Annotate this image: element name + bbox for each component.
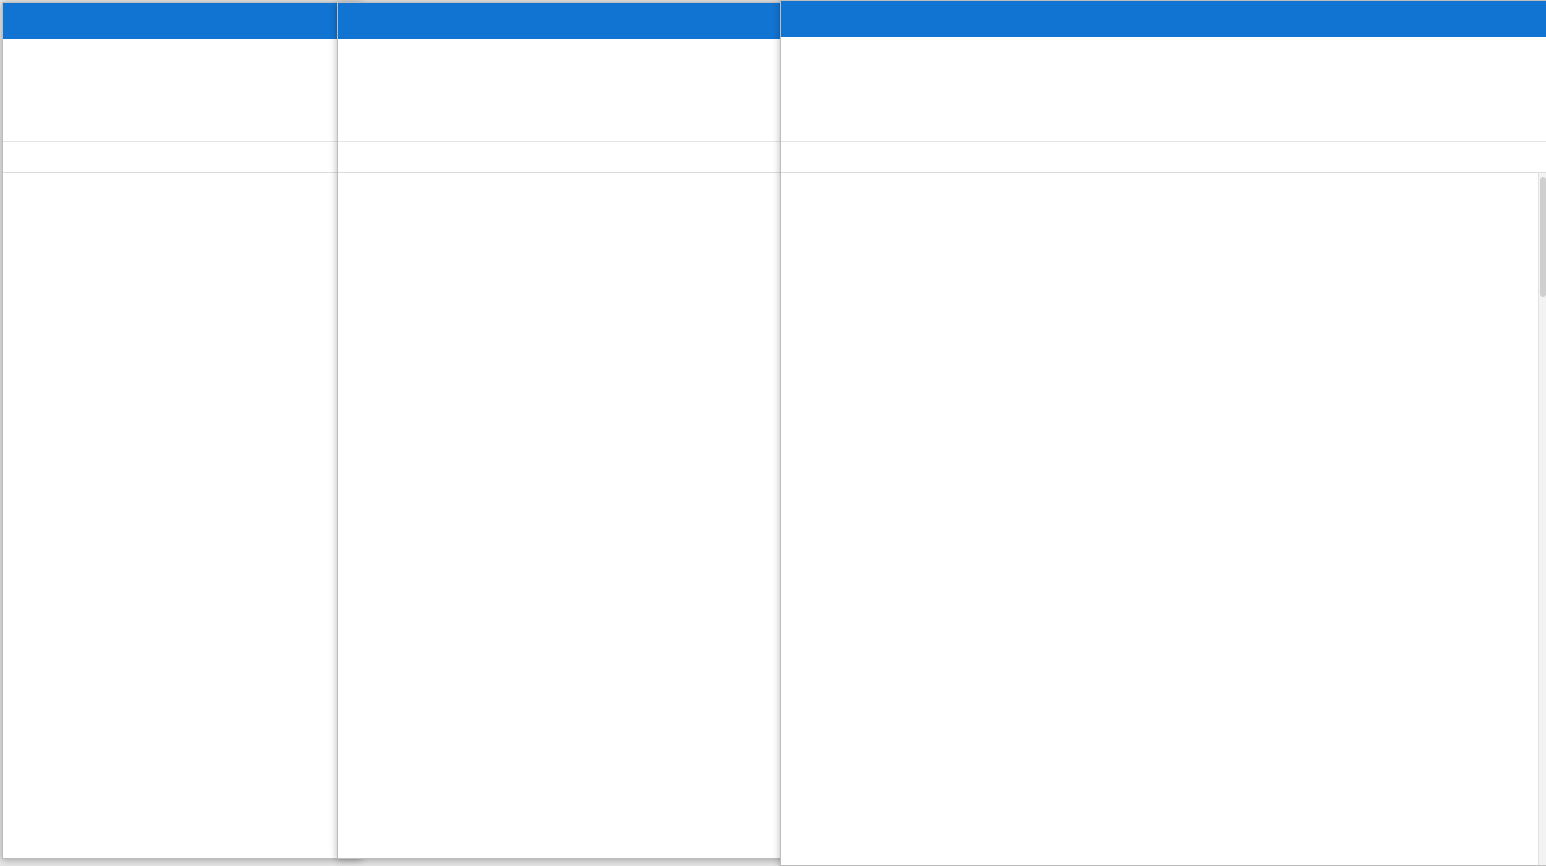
formula-bar — [3, 142, 361, 173]
window-titlebar[interactable] — [781, 1, 1546, 37]
window-cash-flow — [780, 0, 1546, 866]
ribbon — [3, 39, 361, 142]
ribbon — [781, 37, 1546, 142]
window-titlebar[interactable] — [3, 3, 361, 39]
formula-bar — [338, 142, 790, 173]
scrollbar-thumb[interactable] — [1540, 177, 1546, 297]
ribbon — [338, 39, 790, 142]
window-income-statement — [337, 2, 791, 859]
window-titlebar[interactable] — [338, 3, 790, 39]
window-balance-sheet — [2, 2, 362, 859]
vertical-scrollbar[interactable] — [1538, 173, 1546, 865]
formula-bar — [781, 142, 1546, 173]
